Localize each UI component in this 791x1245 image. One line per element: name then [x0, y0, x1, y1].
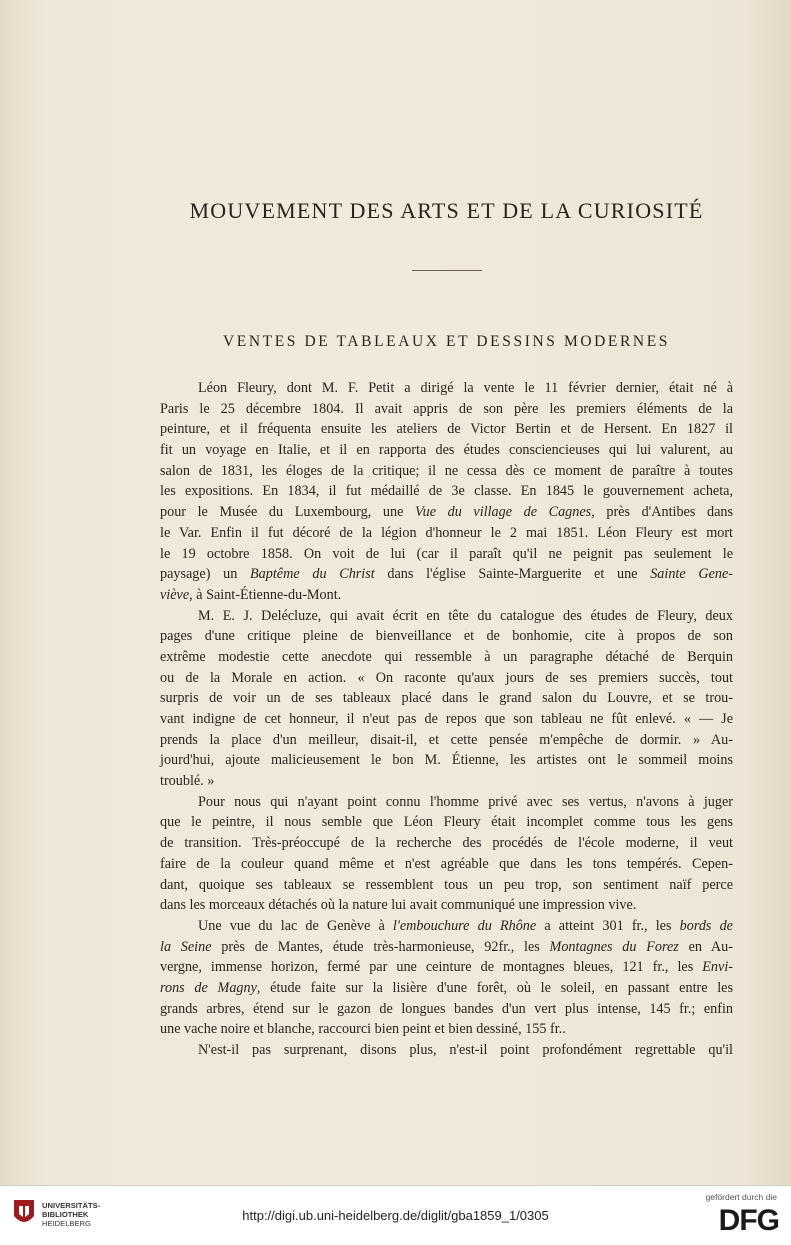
- text-run: paysage) un: [160, 566, 251, 583]
- text-run: que le peintre, il nous semble que Léon Fleury était incomplet comme tous les gens: [160, 814, 733, 831]
- text-line: [160, 440, 733, 461]
- text-line: [160, 771, 733, 792]
- italic-title: Vue du village de Cagnes: [414, 504, 592, 521]
- italic-title: Montagnes du Forez: [549, 938, 679, 955]
- text-run: une vache noire et blanche, raccourci bien peint et bien dessiné, 155 fr..: [160, 1021, 566, 1038]
- italic-title: Sainte Gene-: [650, 566, 734, 583]
- text-line: [160, 999, 733, 1020]
- text-line: [160, 854, 733, 875]
- university-line: HEIDELBERG: [42, 1219, 91, 1228]
- text-run: vergne, immense horizon, fermé par une ceinture de montagnes bleues, 121 fr., les: [160, 959, 703, 976]
- text-run: prends la place d'un meilleur, disait-il, et cette pensée m'empêche de dormir. » Au-: [160, 731, 733, 748]
- text-line: [160, 399, 733, 420]
- text-run: dans les morceaux détachés où la nature lui avait communiqué une impression vive.: [160, 897, 637, 914]
- italic-title: Envi-: [702, 959, 733, 976]
- text-line: [160, 875, 733, 896]
- text-run: Léon Fleury, dont M. F. Petit a dirigé la vente le 11 février dernier, était né à: [198, 380, 733, 396]
- text-line: [160, 378, 733, 399]
- italic-title: la Seine: [160, 938, 212, 955]
- university-line: BIBLIOTHEK: [42, 1210, 89, 1219]
- text-line: [160, 544, 733, 565]
- text-run: Une vue du lac de Genève à: [198, 917, 393, 934]
- text-line: [160, 564, 733, 585]
- text-line: [160, 916, 733, 937]
- text-line: [160, 419, 733, 440]
- text-run: pour le Musée du Luxembourg, une: [160, 504, 415, 521]
- text-run: le 19 octobre 1858. On voit de lui (car il paraît qu'il ne peignit pas seulement le: [160, 545, 733, 562]
- text-line: [160, 812, 733, 833]
- text-run: troublé. »: [160, 773, 215, 790]
- footer-bar: [0, 1185, 791, 1245]
- text-run: en Au-: [678, 938, 733, 955]
- text-run: jourd'hui, ajoute malicieusement le bon M. Étienne, les artistes ont le sommeil moins: [160, 752, 733, 769]
- text-run: faire de la couleur quand même et n'est agréable que dans les tons tempérés. Cepen-: [160, 855, 733, 872]
- text-run: de transition. Très-préoccupé de la recherche des procédés de l'école moderne, il veut: [160, 835, 733, 852]
- text-run: N'est-il pas surprenant, disons plus, n'est-il point profondément regrettable qu'il: [198, 1042, 733, 1058]
- italic-title: l'embouchure du Rhône: [392, 917, 537, 934]
- text-line: [160, 647, 733, 668]
- italic-title: Baptême du Christ: [250, 566, 375, 583]
- text-line: [160, 688, 733, 709]
- text-run: extrême modestie cette anecdote qui ressemble à un paragraphe détaché de Berquin: [160, 648, 733, 665]
- text-run: Paris le 25 décembre 1804. Il avait appris de son père les premiers éléments de la: [160, 400, 733, 417]
- text-line: [160, 833, 733, 854]
- text-run: fit un voyage en Italie, et il en rapporta des études consciencieuses qui lui valurent, au: [160, 442, 733, 459]
- italic-title: viève: [160, 586, 190, 603]
- text-line: [160, 502, 733, 523]
- text-run: peinture, et il fréquenta ensuite les ateliers de Victor Bertin et de Hersent. En 1827 il: [160, 421, 733, 438]
- text-line: [160, 750, 733, 771]
- text-run: pages d'une critique pleine de bienveillance et de bonhomie, cite à propos de son: [160, 628, 733, 645]
- text-run: les expositions. En 1834, il fut médaillé de 3e classe. En 1845 le gouvernement acheta,: [160, 483, 733, 500]
- text-line: [160, 895, 733, 916]
- text-run: salon de 1831, les éloges de la critique; il ne cessa dès ce moment de paraître à toutes: [160, 462, 733, 479]
- text-run: dans l'église Sainte-Marguerite et une: [374, 566, 651, 583]
- text-line: [160, 730, 733, 751]
- university-line: UNIVERSITÄTS-: [42, 1201, 101, 1210]
- italic-title: rons de Magny: [160, 979, 257, 996]
- text-line: [160, 1019, 733, 1040]
- dfg-logo: DFG: [718, 1204, 779, 1237]
- text-run: Pour nous qui n'ayant point connu l'homme privé avec ses vertus, n'avons à juger: [198, 793, 733, 810]
- text-run: a atteint 301 fr., les: [536, 917, 680, 934]
- text-line: [160, 585, 733, 606]
- text-run: le Var. Enfin il fut décoré de la légion d'honneur le 2 mai 1851. Léon Fleury est mort: [160, 524, 733, 541]
- text-run: près de Mantes, étude très-harmonieuse, 92fr., les: [211, 938, 550, 955]
- page-title: MOUVEMENT DES ARTS ET DE LA CURIOSITÉ: [189, 198, 704, 223]
- text-line: [160, 957, 733, 978]
- permalink[interactable]: http://digi.ub.uni-heidelberg.de/diglit/gba1859_1/0305: [242, 1208, 549, 1223]
- italic-title: bords de: [679, 917, 733, 934]
- text-line: [160, 481, 733, 502]
- funded-by-label: gefördert durch die: [705, 1192, 777, 1202]
- text-line: [160, 978, 733, 999]
- text-line: [160, 668, 733, 689]
- text-line: [160, 523, 733, 544]
- text-run: dant, quoique ses tableaux se ressemblent tous un peu trop, son sentiment naïf perce: [160, 876, 733, 893]
- text-line: [160, 1040, 733, 1061]
- text-run: ou de la Morale en action. « On raconte qu'aux jours de ses premiers succès, tout: [160, 669, 733, 686]
- section-heading: VENTES DE TABLEAUX ET DESSINS MODERNES: [222, 333, 671, 350]
- text-line: [160, 606, 733, 627]
- title-divider: [412, 270, 482, 271]
- text-line: [160, 626, 733, 647]
- text-run: M. E. J. Delécluze, qui avait écrit en tête du catalogue des études de Fleury, deux: [198, 607, 733, 624]
- text-run: , à Saint-Étienne-du-Mont.: [189, 586, 342, 603]
- text-run: , étude faite sur la lisière d'une forêt, où le soleil, en passant entre les: [256, 979, 733, 996]
- text-run: surpris de voir un de ses tableaux placé dans le grand salon du Louvre, et se trou-: [160, 690, 733, 707]
- text-line: [160, 792, 733, 813]
- text-run: vant indigne de cet honneur, il n'eut pas de repos que son tableau ne fût enlevé. « — Je: [160, 711, 733, 727]
- text-run: grands arbres, étend sur le gazon de longues bandes d'un vert plus intense, 145 fr.; enfin: [160, 1000, 733, 1017]
- text-run: , près d'Antibes dans: [591, 504, 733, 521]
- text-line: [160, 937, 733, 958]
- text-line: [160, 709, 733, 730]
- article-body: [160, 378, 733, 1061]
- text-line: [160, 461, 733, 482]
